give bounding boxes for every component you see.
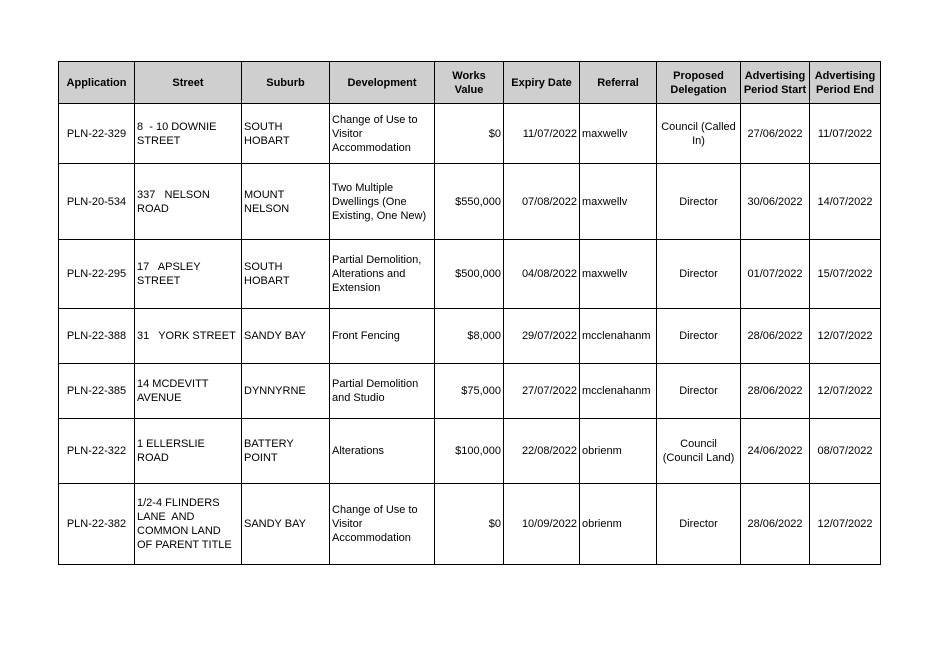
cell-expiry-date: 29/07/2022: [504, 309, 580, 364]
cell-suburb: SANDY BAY: [242, 309, 330, 364]
cell-advertising-end: 08/07/2022: [810, 419, 881, 484]
cell-advertising-start: 30/06/2022: [741, 164, 810, 240]
cell-works-value: $0: [435, 484, 504, 565]
table-row: [59, 309, 881, 364]
cell-advertising-end: 12/07/2022: [810, 484, 881, 565]
cell-delegation: Director: [657, 484, 741, 565]
cell-expiry-date: 10/09/2022: [504, 484, 580, 565]
table-row: [59, 164, 881, 240]
cell-referral: mcclenahanm: [580, 364, 657, 419]
cell-delegation: Council (Called In): [657, 104, 741, 164]
cell-advertising-start: 28/06/2022: [741, 484, 810, 565]
header-row: [59, 62, 881, 104]
cell-suburb: SANDY BAY: [242, 484, 330, 565]
cell-street: 17 APSLEY STREET: [135, 240, 242, 309]
cell-street: 14 MCDEVITT AVENUE: [135, 364, 242, 419]
cell-suburb: BATTERY POINT: [242, 419, 330, 484]
cell-street: 31 YORK STREET: [135, 309, 242, 364]
cell-advertising-start: 28/06/2022: [741, 309, 810, 364]
cell-street: 1/2-4 FLINDERS LANE AND COMMON LAND OF PARENT TITLE: [135, 484, 242, 565]
cell-delegation: Director: [657, 364, 741, 419]
cell-works-value: $550,000: [435, 164, 504, 240]
cell-referral: mcclenahanm: [580, 309, 657, 364]
table-header: [59, 62, 881, 104]
cell-application: PLN-22-385: [59, 364, 135, 419]
cell-application: PLN-22-295: [59, 240, 135, 309]
cell-referral: obrienm: [580, 484, 657, 565]
cell-development: Partial Demolition and Studio: [330, 364, 435, 419]
cell-delegation: Director: [657, 240, 741, 309]
table-body: [59, 104, 881, 565]
cell-works-value: $75,000: [435, 364, 504, 419]
header-application: Application: [59, 62, 135, 104]
cell-referral: maxwellv: [580, 164, 657, 240]
cell-delegation: Council (Council Land): [657, 419, 741, 484]
header-advertising-end: Advertising Period End: [810, 62, 881, 104]
header-advertising-start: Advertising Period Start: [741, 62, 810, 104]
cell-street: 1 ELLERSLIE ROAD: [135, 419, 242, 484]
cell-street: 8 - 10 DOWNIE STREET: [135, 104, 242, 164]
cell-application: PLN-22-382: [59, 484, 135, 565]
cell-advertising-start: 27/06/2022: [741, 104, 810, 164]
cell-referral: obrienm: [580, 419, 657, 484]
cell-expiry-date: 22/08/2022: [504, 419, 580, 484]
cell-advertising-start: 28/06/2022: [741, 364, 810, 419]
cell-referral: maxwellv: [580, 104, 657, 164]
cell-expiry-date: 11/07/2022: [504, 104, 580, 164]
cell-suburb: MOUNT NELSON: [242, 164, 330, 240]
cell-application: PLN-20-534: [59, 164, 135, 240]
cell-advertising-end: 12/07/2022: [810, 309, 881, 364]
cell-street: 337 NELSON ROAD: [135, 164, 242, 240]
cell-development: Partial Demolition, Alterations and Extension: [330, 240, 435, 309]
cell-development: Change of Use to Visitor Accommodation: [330, 104, 435, 164]
cell-advertising-end: 15/07/2022: [810, 240, 881, 309]
cell-application: PLN-22-329: [59, 104, 135, 164]
cell-advertising-start: 01/07/2022: [741, 240, 810, 309]
cell-development: Alterations: [330, 419, 435, 484]
table-row: [59, 419, 881, 484]
cell-expiry-date: 27/07/2022: [504, 364, 580, 419]
cell-advertising-end: 12/07/2022: [810, 364, 881, 419]
cell-works-value: $8,000: [435, 309, 504, 364]
cell-development: Change of Use to Visitor Accommodation: [330, 484, 435, 565]
cell-development: Two Multiple Dwellings (One Existing, One New): [330, 164, 435, 240]
header-expiry-date: Expiry Date: [504, 62, 580, 104]
cell-advertising-start: 24/06/2022: [741, 419, 810, 484]
header-referral: Referral: [580, 62, 657, 104]
cell-suburb: SOUTH HOBART: [242, 240, 330, 309]
cell-works-value: $100,000: [435, 419, 504, 484]
cell-expiry-date: 07/08/2022: [504, 164, 580, 240]
cell-advertising-end: 11/07/2022: [810, 104, 881, 164]
cell-suburb: SOUTH HOBART: [242, 104, 330, 164]
cell-delegation: Director: [657, 309, 741, 364]
cell-referral: maxwellv: [580, 240, 657, 309]
cell-development: Front Fencing: [330, 309, 435, 364]
table-row: [59, 104, 881, 164]
cell-suburb: DYNNYRNE: [242, 364, 330, 419]
cell-application: PLN-22-322: [59, 419, 135, 484]
cell-advertising-end: 14/07/2022: [810, 164, 881, 240]
cell-works-value: $500,000: [435, 240, 504, 309]
cell-works-value: $0: [435, 104, 504, 164]
header-development: Development: [330, 62, 435, 104]
table-row: [59, 240, 881, 309]
cell-delegation: Director: [657, 164, 741, 240]
header-suburb: Suburb: [242, 62, 330, 104]
header-works-value: Works Value: [435, 62, 504, 104]
header-street: Street: [135, 62, 242, 104]
table-row: [59, 364, 881, 419]
cell-expiry-date: 04/08/2022: [504, 240, 580, 309]
cell-application: PLN-22-388: [59, 309, 135, 364]
applications-table: [58, 61, 881, 565]
header-proposed-delegation: Proposed Delegation: [657, 62, 741, 104]
table-row: [59, 484, 881, 565]
